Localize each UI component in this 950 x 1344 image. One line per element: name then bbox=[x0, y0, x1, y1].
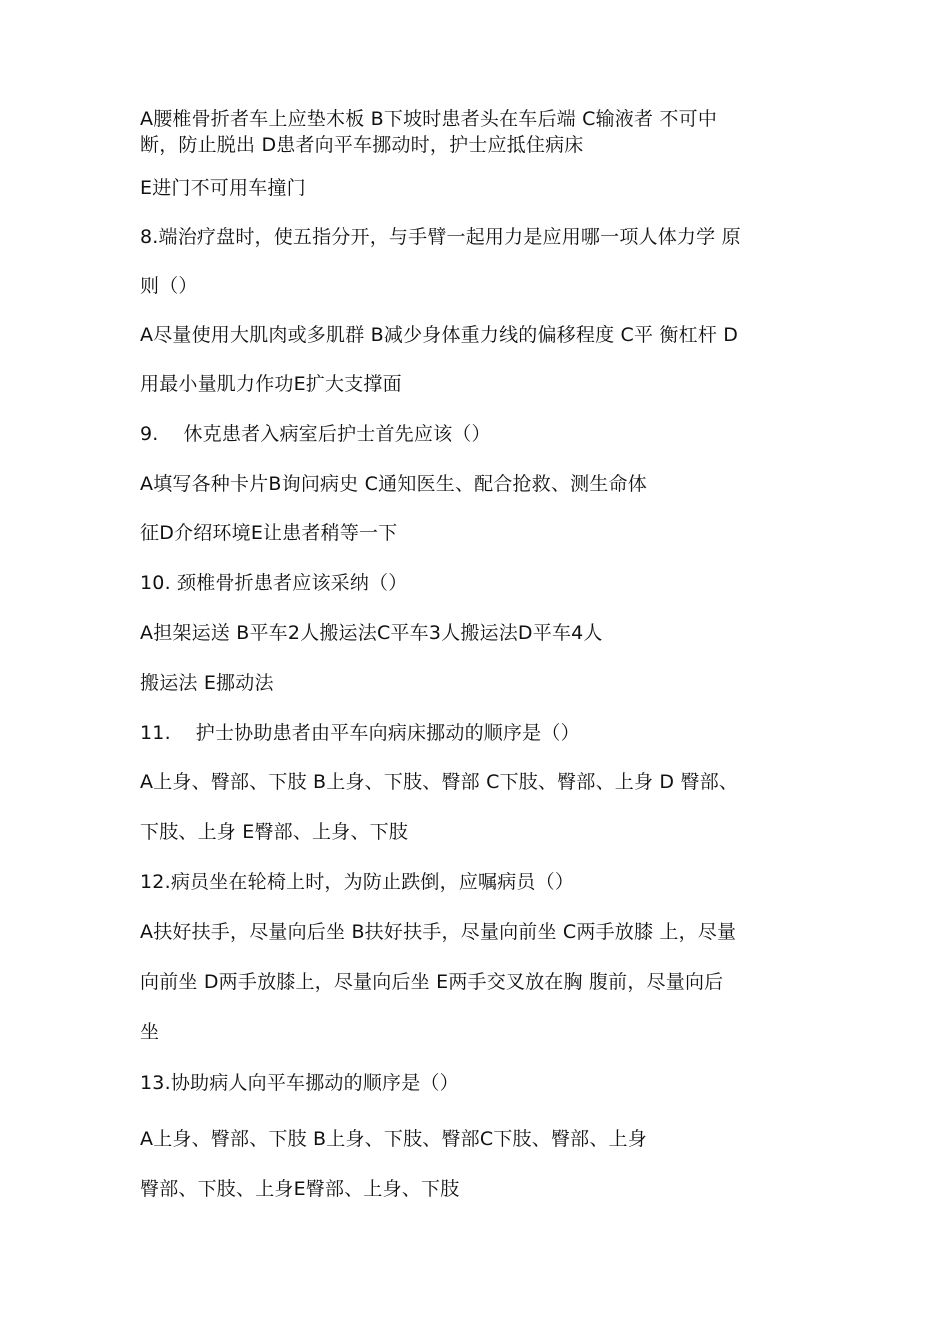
text-line: A上身、臀部、下肢 B上身、下肢、臀部C下肢、臀部、上身 bbox=[140, 1128, 647, 1150]
text-line: A填写各种卡片B询问病史 C通知医生、配合抢救、测生命体 bbox=[140, 473, 647, 495]
text-line: 征D介绍环境E让患者稍等一下 bbox=[140, 522, 398, 544]
text-line: E进门不可用车撞门 bbox=[140, 177, 306, 199]
text-line: 搬运法 E挪动法 bbox=[140, 672, 274, 694]
text-line: 下肢、上身 E臀部、上身、下肢 bbox=[140, 821, 409, 843]
text-line: A尽量使用大肌肉或多肌群 B减少身体重力线的偏移程度 C平 衡杠杆 D bbox=[140, 324, 739, 346]
text-line: A担架运送 B平车2人搬运法C平车3人搬运法D平车4人 bbox=[140, 622, 603, 644]
text-line: 断，防止脱出 D患者向平车挪动时，护士应抵住病床 bbox=[140, 134, 584, 156]
text-line: 则（） bbox=[140, 275, 198, 297]
question-11-line: 11. 护士协助患者由平车向病床挪动的顺序是（） bbox=[140, 722, 580, 744]
question-12-line: 12.病员坐在轮椅上时，为防止跌倒，应嘱病员（） bbox=[140, 871, 575, 893]
question-8-line: 8.端治疗盘时，使五指分开，与手臂一起用力是应用哪一项人体力学 原 bbox=[140, 226, 741, 248]
question-13-line: 13.协助病人向平车挪动的顺序是（） bbox=[140, 1072, 459, 1094]
question-10-line: 10. 颈椎骨折患者应该采纳（） bbox=[140, 572, 408, 594]
text-line: 向前坐 D两手放膝上，尽量向后坐 E两手交叉放在胸 腹前，尽量向后 bbox=[140, 971, 724, 993]
text-line: A腰椎骨折者车上应垫木板 B下坡时患者头在车后端 C输液者 不可中 bbox=[140, 108, 718, 130]
text-line: A扶好扶手，尽量向后坐 B扶好扶手，尽量向前坐 C两手放膝 上，尽量 bbox=[140, 921, 737, 943]
text-line: 坐 bbox=[140, 1021, 160, 1043]
question-9-line: 9. 休克患者入病室后护士首先应该（） bbox=[140, 423, 491, 445]
text-line: A上身、臀部、下肢 B上身、下肢、臀部 C下肢、臀部、上身 D 臀部、 bbox=[140, 771, 739, 793]
text-line: 臀部、下肢、上身E臀部、上身、下肢 bbox=[140, 1178, 460, 1200]
text-line: 用最小量肌力作功E扩大支撑面 bbox=[140, 373, 402, 395]
